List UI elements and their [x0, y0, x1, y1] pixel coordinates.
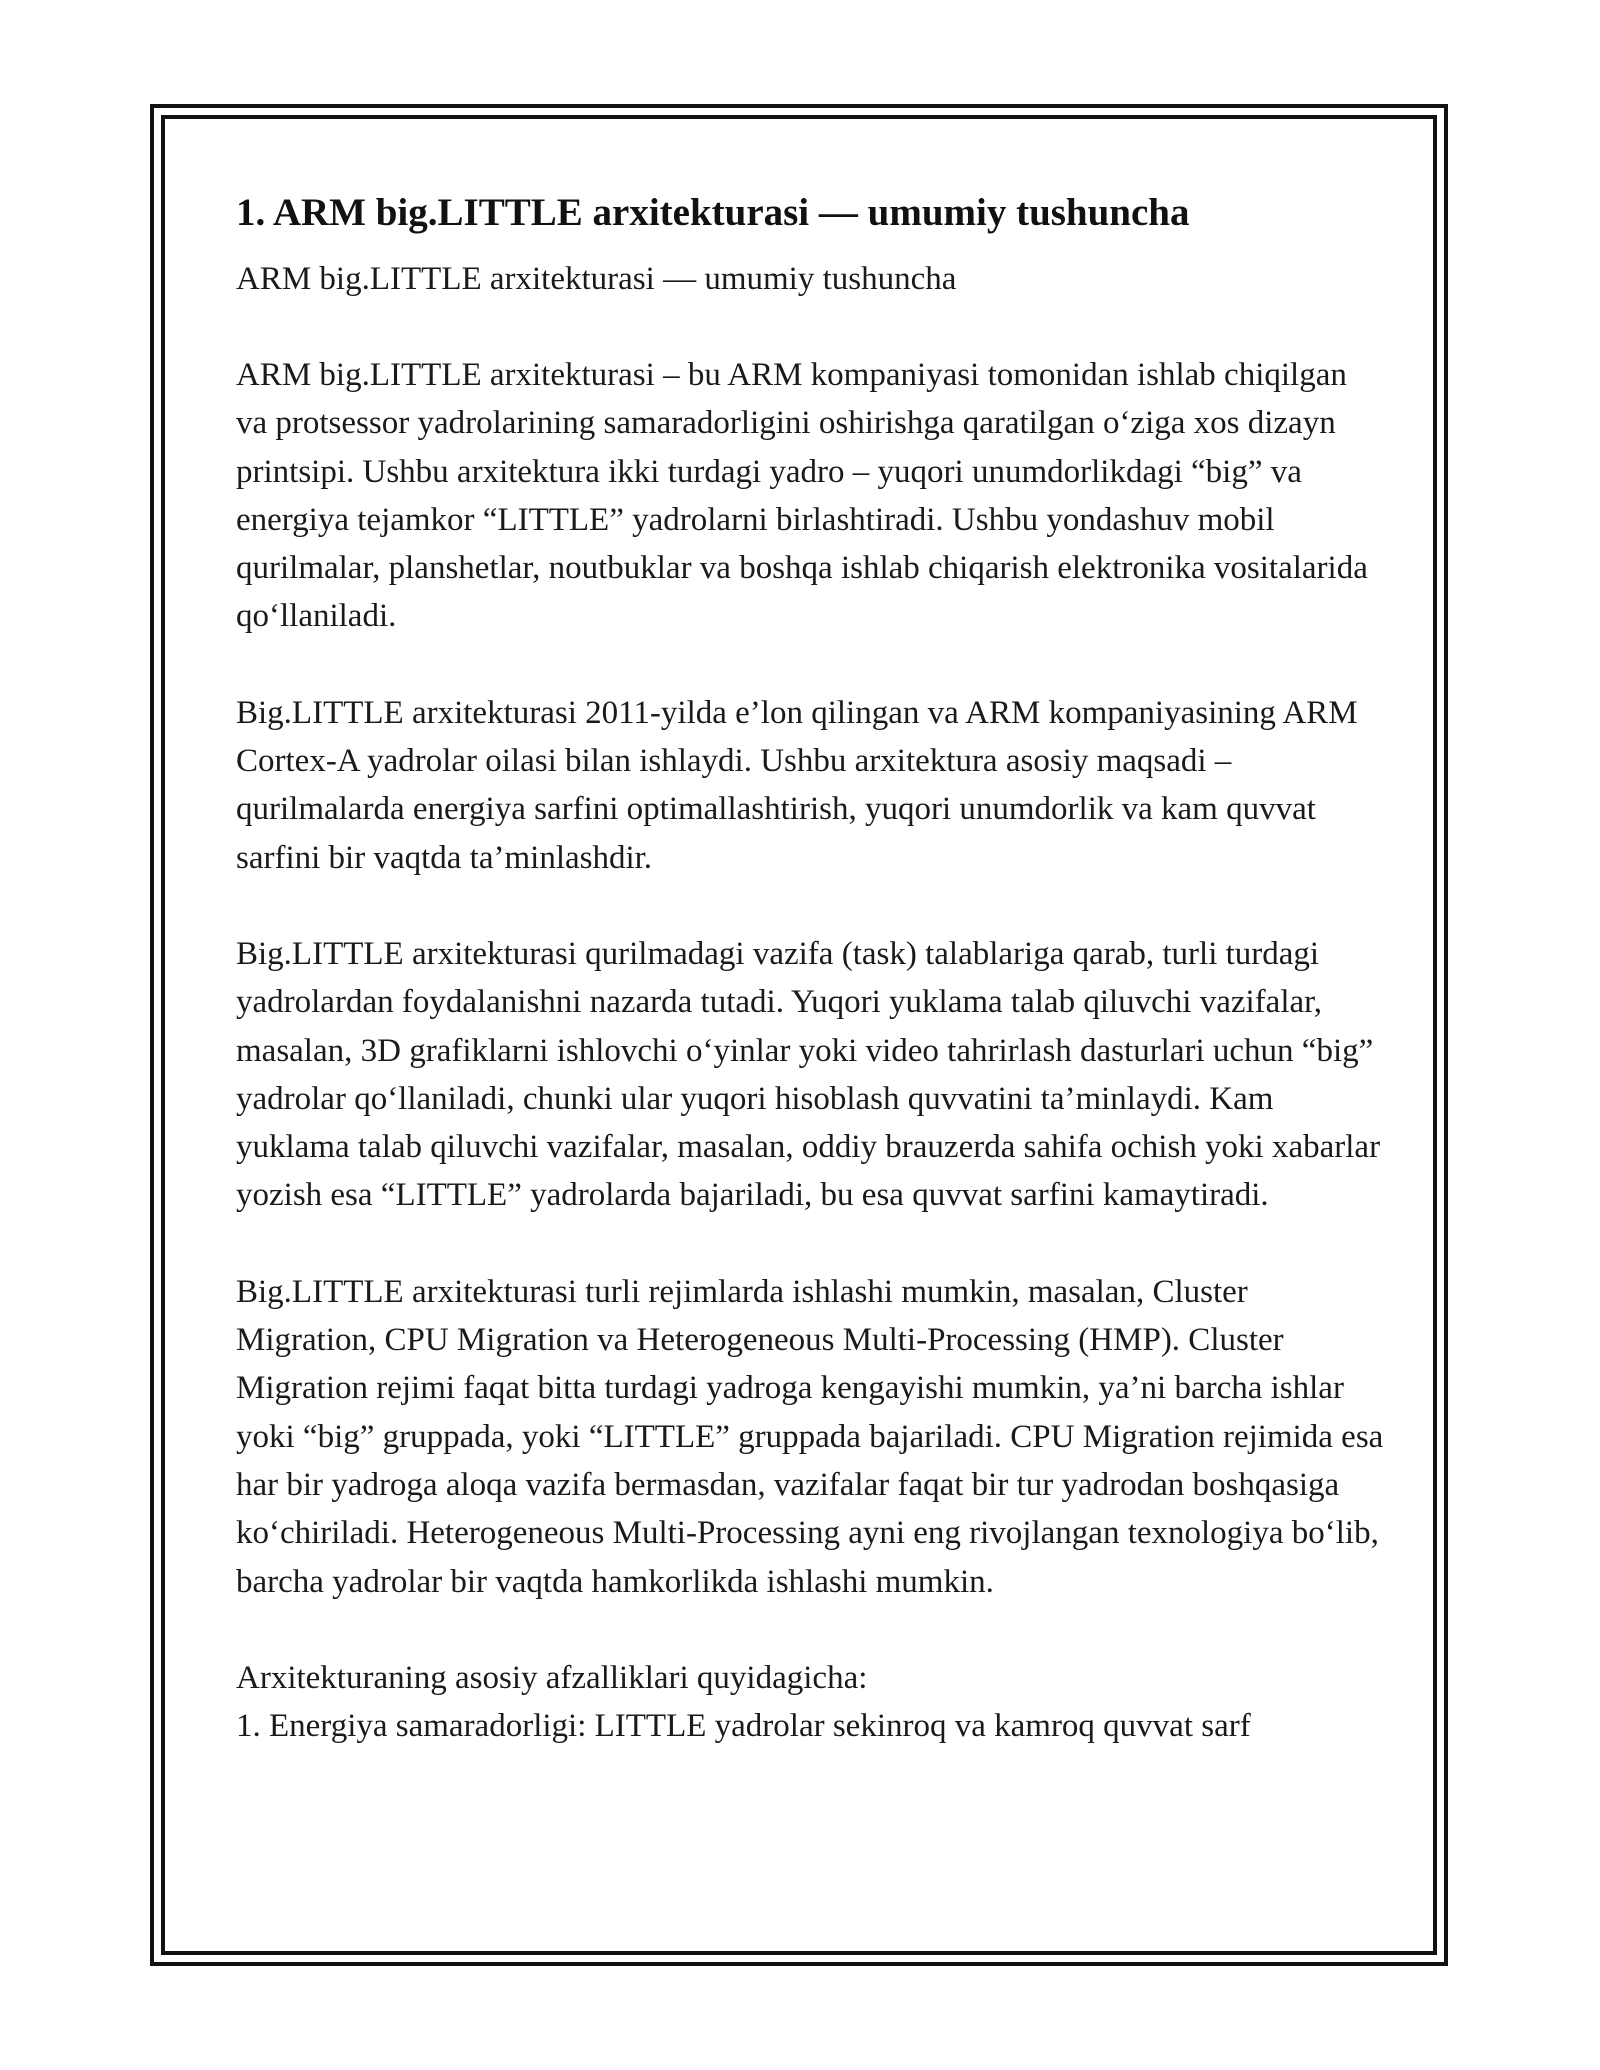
advantages-intro: Arxitekturaning asosiy afzalliklari quyidagicha: — [236, 1659, 868, 1696]
section-heading: 1. ARM big.LITTLE arxitekturasi — umumiy tushuncha — [236, 191, 1190, 234]
advantage-item-1: 1. Energiya samaradorligi: LITTLE yadrolar sekinroq va kamroq quvvat sarf — [236, 1708, 1251, 1745]
section-subheading: ARM big.LITTLE arxitekturasi — umumiy tushuncha — [236, 261, 957, 297]
paragraph-task-allocation: Big.LITTLE arxitekturasi qurilmadagi vazifa (task) talablariga qarab, turli turdagi yadrolardan foydalanishni nazarda tutadi. Yuqori yuklama talab qiluvchi vazifalar, masalan, 3D grafiklarni ishlovchi o‘yinlar yoki video tahrirlash dasturlari uchun “big” yadrolar qo‘llaniladi, chunki ular yuqori hisoblash quvvatini ta’minlaydi. Kam yuklama talab qiluvchi vazifalar, masalan, oddiy brauzerda sahifa ochish yoki xabarlar yozish esa “LITTLE” yadrolarda bajariladi, bu esa quvvat sarfini kamaytiradi. — [236, 935, 1381, 1214]
page-content — [236, 185, 1386, 1750]
paragraph-modes: Big.LITTLE arxitekturasi turli rejimlarda ishlashi mumkin, masalan, Cluster Migration, CPU Migration va Heterogeneous Multi-Processing (HMP). Cluster Migration rejimi faqat bitta turdagi yadroga kengayishi mumkin, ya’ni barcha ishlar yoki “big” gruppada, yoki “LITTLE” gruppada bajariladi. CPU Migration rejimida esa har bir yadroga aloqa vazifa bermasdan, vazifalar faqat bir tur yadrodan boshqasiga ko‘chiriladi. Heterogeneous Multi-Processing ayni eng rivojlangan texnologiya bo‘lib, barcha yadrolar bir vaqtda hamkorlikda ishlashi mumkin. — [236, 1273, 1384, 1600]
paragraph-history: Big.LITTLE arxitekturasi 2011-yilda e’lon qilingan va ARM kompaniyasining ARM Cortex-A yadrolar oilasi bilan ishlaydi. Ushbu arxitektura asosiy maqsadi – qurilmalarda energiya sarfini optimallashtirish, yuqori unumdorlik va kam quvvat sarfini bir vaqtda ta’minlashdir. — [236, 694, 1358, 876]
paragraph-intro: ARM big.LITTLE arxitekturasi – bu ARM kompaniyasi tomonidan ishlab chiqilgan va protsessor yadrolarining samaradorligini oshirishga qaratilgan o‘ziga xos dizayn printsipi. Ushbu arxitektura ikki turdagi yadro – yuqori unumdorlikdagi “big” va energiya tejamkor “LITTLE” yadrolarni birlashtiradi. Ushbu yondashuv mobil qurilmalar, planshetlar, noutbuklar va boshqa ishlab chiqarish elektronika vositalarida qo‘llaniladi. — [236, 357, 1368, 635]
